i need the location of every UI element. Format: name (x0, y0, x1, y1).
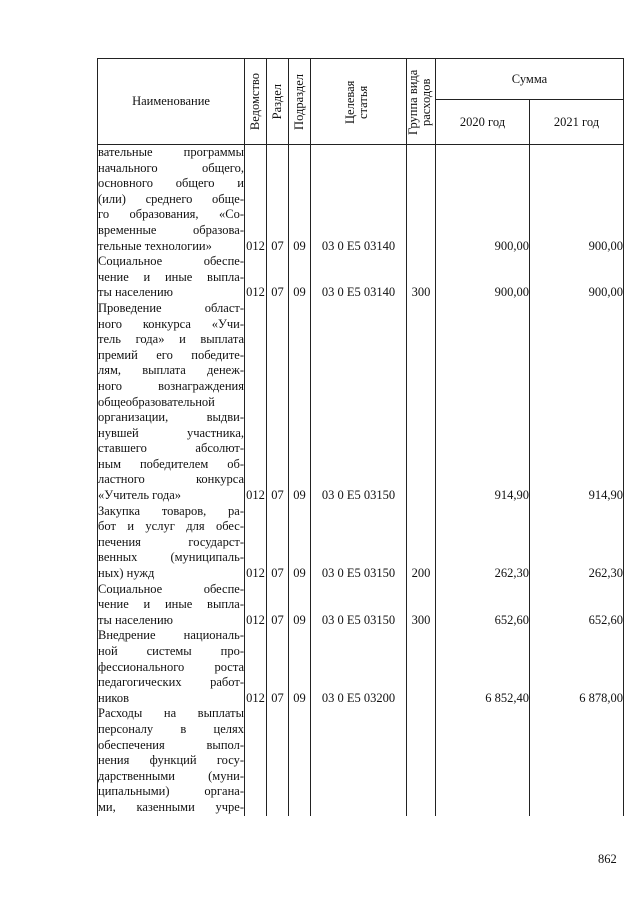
row-name (98, 301, 245, 504)
row-name-line: дарственными (муни- (98, 768, 244, 783)
row-name-line: ным победителем об- (98, 456, 244, 471)
row-name-line: вательные программы (98, 145, 244, 159)
row-subsection: 09 (289, 582, 311, 629)
row-name-line: ной системы про- (98, 644, 244, 658)
row-name-line: чение и иные выпла- (98, 597, 244, 612)
row-name-line: ластного конкурса (98, 472, 244, 487)
row-expense-group: 200 (407, 504, 436, 582)
row-sum-2020 (436, 706, 530, 815)
row-sum-2021: 6 878,00 (530, 628, 624, 706)
row-dept: 012 (245, 582, 267, 629)
row-sum-2021: 900,00 (530, 145, 624, 255)
row-name-line: ных) нужд (98, 566, 155, 581)
row-name-line: Проведение област- (98, 300, 244, 315)
row-target: 03 0 E5 03150 (311, 582, 407, 629)
row-name-line: го образования, «Со- (98, 207, 244, 222)
row-subsection: 09 (289, 504, 311, 582)
row-name-line: персоналу в целях (98, 721, 244, 736)
row-name-line: временные образова- (98, 222, 244, 237)
row-name-line: Закупка товаров, ра- (98, 503, 244, 518)
row-name-line: нувшей участника, (98, 425, 244, 440)
row-name-line: тель года» и выплата (98, 332, 244, 347)
row-dept (245, 706, 267, 815)
row-name (98, 254, 245, 301)
header-expense-group: Группа вида расходов (407, 59, 436, 145)
row-name-line: начального общего, (98, 160, 244, 175)
row-section: 07 (267, 254, 289, 301)
table-row (98, 706, 624, 815)
row-name-line: ты населению (98, 285, 173, 300)
row-name-line: лям, выплата денеж- (98, 363, 244, 378)
row-target: 03 0 E5 03200 (311, 628, 407, 706)
table-row (98, 504, 624, 582)
row-subsection: 09 (289, 254, 311, 301)
row-subsection: 09 (289, 301, 311, 504)
row-name-line: нения функций госу- (98, 753, 244, 768)
row-target: 03 0 E5 03140 (311, 254, 407, 301)
row-expense-group: 300 (407, 254, 436, 301)
row-dept: 012 (245, 301, 267, 504)
header-year-2021: 2021 год (530, 100, 624, 145)
row-section: 07 (267, 504, 289, 582)
header-sum: Сумма (436, 59, 624, 100)
row-name-line: Внедрение националь- (98, 628, 244, 643)
header-year-2020: 2020 год (436, 100, 530, 145)
row-subsection: 09 (289, 628, 311, 706)
row-sum-2020: 262,30 (436, 504, 530, 582)
row-expense-group (407, 301, 436, 504)
header-target: Целевая статья (311, 59, 407, 145)
table-row (98, 301, 624, 504)
row-name (98, 504, 245, 582)
row-name-line: ников (98, 690, 129, 705)
row-name-line: чение и иные выпла- (98, 269, 244, 284)
row-name-line: ного вознаграждения (98, 378, 244, 393)
row-name (98, 628, 245, 706)
header-section: Раздел (267, 59, 289, 145)
row-name-line: ного конкурса «Учи- (98, 316, 244, 331)
row-expense-group: 300 (407, 582, 436, 629)
row-target: 03 0 E5 03140 (311, 145, 407, 255)
row-name (98, 706, 245, 815)
row-sum-2020: 900,00 (436, 145, 530, 255)
row-sum-2020: 900,00 (436, 254, 530, 301)
row-section (267, 706, 289, 815)
row-name-line: фессионального роста (98, 659, 244, 674)
row-name-line: основного общего и (98, 176, 244, 191)
row-dept: 012 (245, 254, 267, 301)
row-name-line: ми, казенными учре- (98, 799, 244, 814)
table-row (98, 145, 624, 255)
row-name-line: Социальное обеспе- (98, 581, 244, 596)
budget-table (97, 58, 624, 816)
row-name-line: тельные технологии» (98, 238, 212, 253)
row-name-line: ципальными) органа- (98, 784, 244, 799)
row-name-line: «Учитель года» (98, 488, 182, 503)
row-section: 07 (267, 145, 289, 255)
row-sum-2021: 900,00 (530, 254, 624, 301)
row-name (98, 145, 245, 255)
row-section: 07 (267, 301, 289, 504)
row-name-line: обеспечения выпол- (98, 737, 244, 752)
row-sum-2021: 652,60 (530, 582, 624, 629)
row-dept: 012 (245, 628, 267, 706)
row-name-line: Социальное обеспе- (98, 254, 244, 269)
row-name (98, 582, 245, 629)
row-subsection (289, 706, 311, 815)
table-row (98, 582, 624, 629)
row-sum-2020: 6 852,40 (436, 628, 530, 706)
page-number: 862 (598, 852, 617, 866)
row-subsection: 09 (289, 145, 311, 255)
row-dept: 012 (245, 145, 267, 255)
row-sum-2021 (530, 706, 624, 815)
row-dept: 012 (245, 504, 267, 582)
row-target: 03 0 E5 03150 (311, 504, 407, 582)
row-expense-group (407, 628, 436, 706)
table-body (98, 145, 624, 816)
row-name-line: печения государст- (98, 534, 244, 549)
header-subsection: Подраздел (289, 59, 311, 145)
row-name-line: венных (муниципаль- (98, 550, 244, 565)
table-row (98, 254, 624, 301)
row-section: 07 (267, 582, 289, 629)
row-expense-group (407, 706, 436, 815)
row-sum-2020: 914,90 (436, 301, 530, 504)
row-target (311, 706, 407, 815)
row-name-line: общеобразовательной (98, 394, 215, 409)
row-name-line: педагогических работ- (98, 675, 244, 690)
row-name-line: ты населению (98, 612, 173, 627)
header-name: Наименование (98, 59, 245, 145)
row-name-line: ставшего абсолют- (98, 441, 244, 456)
row-sum-2020: 652,60 (436, 582, 530, 629)
row-name-line: (или) среднего обще- (98, 191, 244, 206)
row-name-line: организации, выдви- (98, 410, 244, 425)
row-name-line: бот и услуг для обес- (98, 519, 244, 534)
table-row (98, 628, 624, 706)
row-sum-2021: 262,30 (530, 504, 624, 582)
row-sum-2021: 914,90 (530, 301, 624, 504)
row-name-line: Расходы на выплаты (98, 706, 244, 721)
header-dept: Ведомство (245, 59, 267, 145)
row-expense-group (407, 145, 436, 255)
row-name-line: премий его победите- (98, 347, 244, 362)
row-target: 03 0 E5 03150 (311, 301, 407, 504)
row-section: 07 (267, 628, 289, 706)
